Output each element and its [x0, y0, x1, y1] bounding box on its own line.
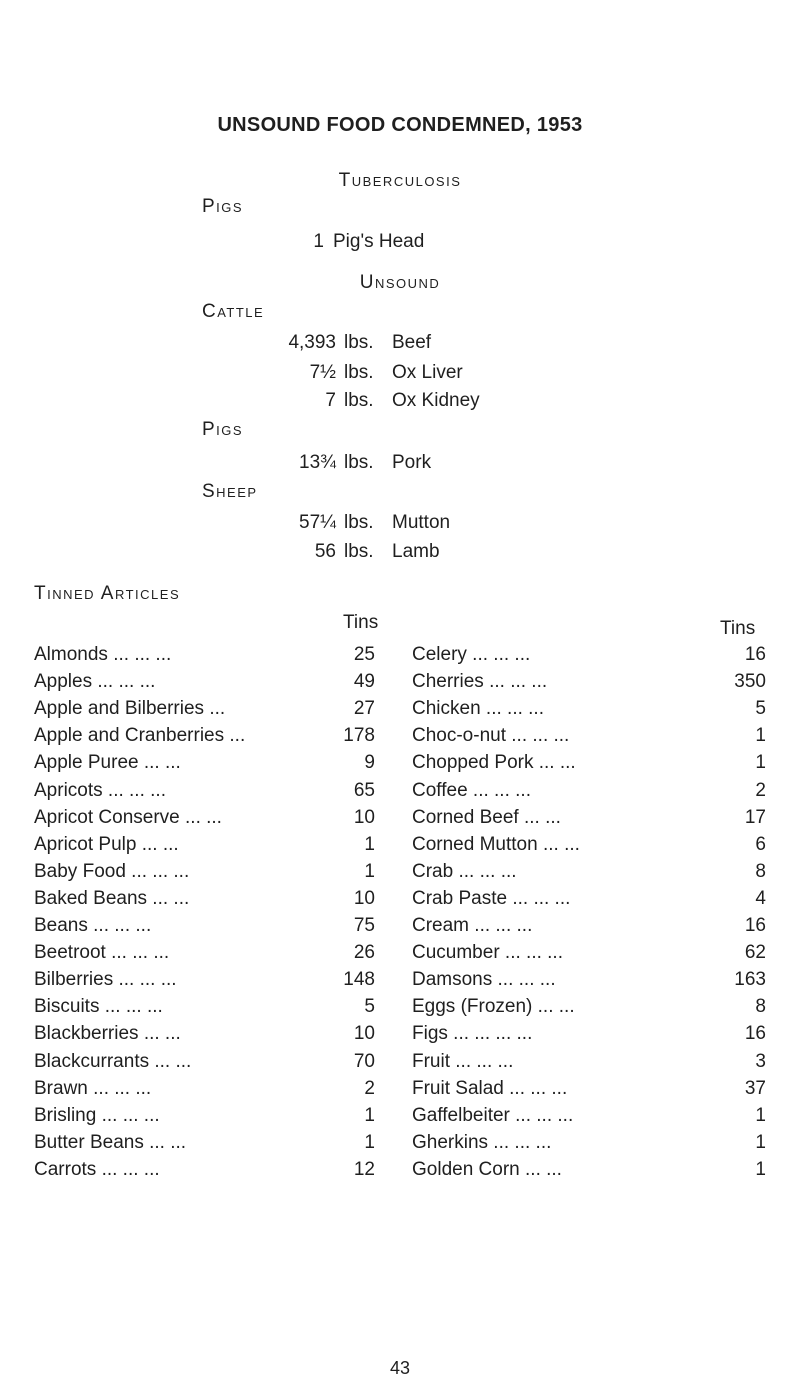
pigs-quantity: 13¾ [299, 452, 336, 473]
right-item-tins: 17 [744, 806, 766, 828]
right-item-name: Eggs (Frozen) ... ... [412, 996, 575, 1018]
table-row [0, 780, 800, 806]
left-item-name: Apple Puree ... ... [34, 752, 181, 774]
left-item-tins: 49 [353, 671, 375, 693]
table-row [0, 644, 800, 670]
table-row [0, 752, 800, 778]
table-row [0, 888, 800, 914]
right-item-name: Fruit ... ... ... [412, 1050, 514, 1072]
right-item-name: Gaffelbeiter ... ... ... [412, 1104, 574, 1126]
right-item-tins: 163 [734, 969, 766, 991]
left-item-tins: 1 [364, 860, 375, 882]
table-row [0, 942, 800, 968]
right-item-name: Gherkins ... ... ... [412, 1131, 552, 1153]
right-item-tins: 37 [744, 1077, 766, 1099]
sheep-item: Lamb [392, 541, 440, 562]
left-item-name: Apples ... ... ... [34, 671, 156, 693]
left-item-tins: 12 [353, 1158, 375, 1180]
left-item-tins: 27 [353, 698, 375, 720]
left-item-name: Apricots ... ... ... [34, 779, 166, 801]
right-item-tins: 16 [744, 1023, 766, 1045]
right-item-name: Cream ... ... ... [412, 915, 533, 936]
tb-pigs-quantity: 1 [313, 231, 324, 252]
page-number: 43 [389, 1358, 411, 1378]
pigs-heading: Pigs [202, 419, 244, 440]
table-row [0, 807, 800, 833]
pigs-unit: lbs. [344, 452, 374, 473]
left-item-name: Brawn ... ... ... [34, 1077, 152, 1099]
right-item-tins: 1 [755, 1131, 766, 1153]
right-item-name: Choc-o-nut ... ... ... [412, 725, 570, 747]
tins-column-header-right: Tins [720, 618, 756, 639]
left-item-tins: 75 [353, 915, 375, 936]
left-item-tins: 70 [353, 1050, 375, 1072]
sheep-quantity: 56 [314, 541, 336, 562]
left-item-tins: 25 [353, 644, 375, 665]
right-item-tins: 6 [755, 833, 766, 855]
left-item-name: Baby Food ... ... ... [34, 860, 190, 882]
right-item-name: Corned Beef ... ... [412, 806, 561, 828]
right-item-name: Damsons ... ... ... [412, 969, 556, 991]
cattle-unit: lbs. [344, 362, 374, 383]
left-item-name: Apricot Conserve ... ... [34, 806, 222, 828]
sheep-unit: lbs. [344, 512, 374, 533]
right-item-tins: 3 [755, 1050, 766, 1072]
left-item-tins: 1 [364, 833, 375, 855]
left-item-tins: 65 [353, 779, 375, 801]
section-heading-tuberculosis: Tuberculosis [338, 170, 462, 191]
right-item-tins: 16 [744, 644, 766, 665]
right-item-name: Golden Corn ... ... [412, 1158, 562, 1180]
right-item-tins: 8 [755, 996, 766, 1018]
right-item-tins: 4 [755, 887, 766, 909]
right-item-name: Cucumber ... ... ... [412, 942, 563, 964]
table-row [0, 1105, 800, 1131]
left-item-name: Almonds ... ... ... [34, 644, 172, 665]
table-row [0, 671, 800, 697]
left-item-name: Carrots ... ... ... [34, 1158, 160, 1180]
right-item-name: Chopped Pork ... ... [412, 752, 576, 774]
right-item-name: Celery ... ... ... [412, 644, 531, 665]
sheep-unit: lbs. [344, 541, 374, 562]
right-item-tins: 62 [744, 942, 766, 964]
cattle-heading: Cattle [202, 301, 265, 322]
left-item-name: Brisling ... ... ... [34, 1104, 160, 1126]
left-item-name: Blackcurrants ... ... [34, 1050, 192, 1072]
right-item-name: Chicken ... ... ... [412, 698, 544, 720]
table-row [0, 698, 800, 724]
left-item-name: Beetroot ... ... ... [34, 942, 170, 964]
left-item-tins: 26 [353, 942, 375, 964]
cattle-item: Ox Liver [392, 362, 463, 383]
left-item-name: Beans ... ... ... [34, 915, 152, 936]
left-item-tins: 9 [364, 752, 375, 774]
right-item-name: Fruit Salad ... ... ... [412, 1077, 568, 1099]
pigs-item: Pork [392, 452, 432, 473]
table-row [0, 1132, 800, 1158]
left-item-name: Apple and Bilberries ... [34, 698, 226, 720]
left-item-name: Biscuits ... ... ... [34, 996, 163, 1018]
right-item-tins: 2 [755, 779, 766, 801]
left-item-tins: 178 [343, 725, 375, 747]
right-item-tins: 1 [755, 1158, 766, 1180]
sheep-item: Mutton [392, 512, 451, 533]
tinned-articles-heading: Tinned Articles [34, 583, 181, 604]
tins-column-header-left: Tins [343, 612, 379, 633]
table-row [0, 1051, 800, 1077]
left-item-tins: 10 [353, 806, 375, 828]
right-item-name: Crab Paste ... ... ... [412, 887, 571, 909]
right-item-tins: 1 [755, 752, 766, 774]
table-row [0, 861, 800, 887]
table-row [0, 915, 800, 941]
cattle-quantity: 4,393 [288, 332, 336, 353]
sheep-heading: Sheep [202, 481, 258, 502]
right-item-tins: 5 [755, 698, 766, 720]
cattle-unit: lbs. [344, 390, 374, 411]
right-item-name: Cherries ... ... ... [412, 671, 548, 693]
right-item-name: Corned Mutton ... ... [412, 833, 580, 855]
table-row [0, 725, 800, 751]
table-row [0, 1023, 800, 1049]
table-row [0, 1078, 800, 1104]
right-item-tins: 1 [755, 725, 766, 747]
cattle-quantity: 7½ [309, 362, 336, 383]
page-title: UNSOUND FOOD CONDEMNED, 1953 [217, 114, 583, 136]
left-item-tins: 1 [364, 1104, 375, 1126]
table-row [0, 1159, 800, 1185]
left-item-tins: 1 [364, 1131, 375, 1153]
left-item-name: Baked Beans ... ... [34, 887, 190, 909]
section-heading-unsound: Unsound [359, 272, 441, 293]
right-item-tins: 350 [734, 671, 766, 693]
left-item-name: Butter Beans ... ... [34, 1131, 187, 1153]
cattle-item: Beef [392, 332, 432, 353]
left-item-tins: 148 [343, 969, 375, 991]
left-item-name: Blackberries ... ... [34, 1023, 181, 1045]
right-item-tins: 8 [755, 860, 766, 882]
left-item-tins: 2 [364, 1077, 375, 1099]
cattle-item: Ox Kidney [392, 390, 480, 411]
right-item-name: Crab ... ... ... [412, 860, 517, 882]
tb-pigs-item: Pig's Head [333, 231, 425, 252]
left-item-name: Bilberries ... ... ... [34, 969, 177, 991]
cattle-quantity: 7 [325, 390, 336, 411]
left-item-tins: 10 [353, 887, 375, 909]
right-item-tins: 1 [755, 1104, 766, 1126]
tb-pigs-heading: Pigs [202, 196, 244, 217]
left-item-name: Apricot Pulp ... ... [34, 833, 179, 855]
left-item-tins: 10 [353, 1023, 375, 1045]
left-item-name: Apple and Cranberries ... [34, 725, 246, 747]
right-item-name: Figs ... ... ... ... [412, 1023, 533, 1045]
table-row [0, 996, 800, 1022]
sheep-quantity: 57¼ [299, 512, 336, 533]
left-item-tins: 5 [364, 996, 375, 1018]
cattle-unit: lbs. [344, 332, 374, 353]
right-item-name: Coffee ... ... ... [412, 779, 531, 801]
right-item-tins: 16 [744, 915, 766, 936]
table-row [0, 834, 800, 860]
table-row [0, 969, 800, 995]
